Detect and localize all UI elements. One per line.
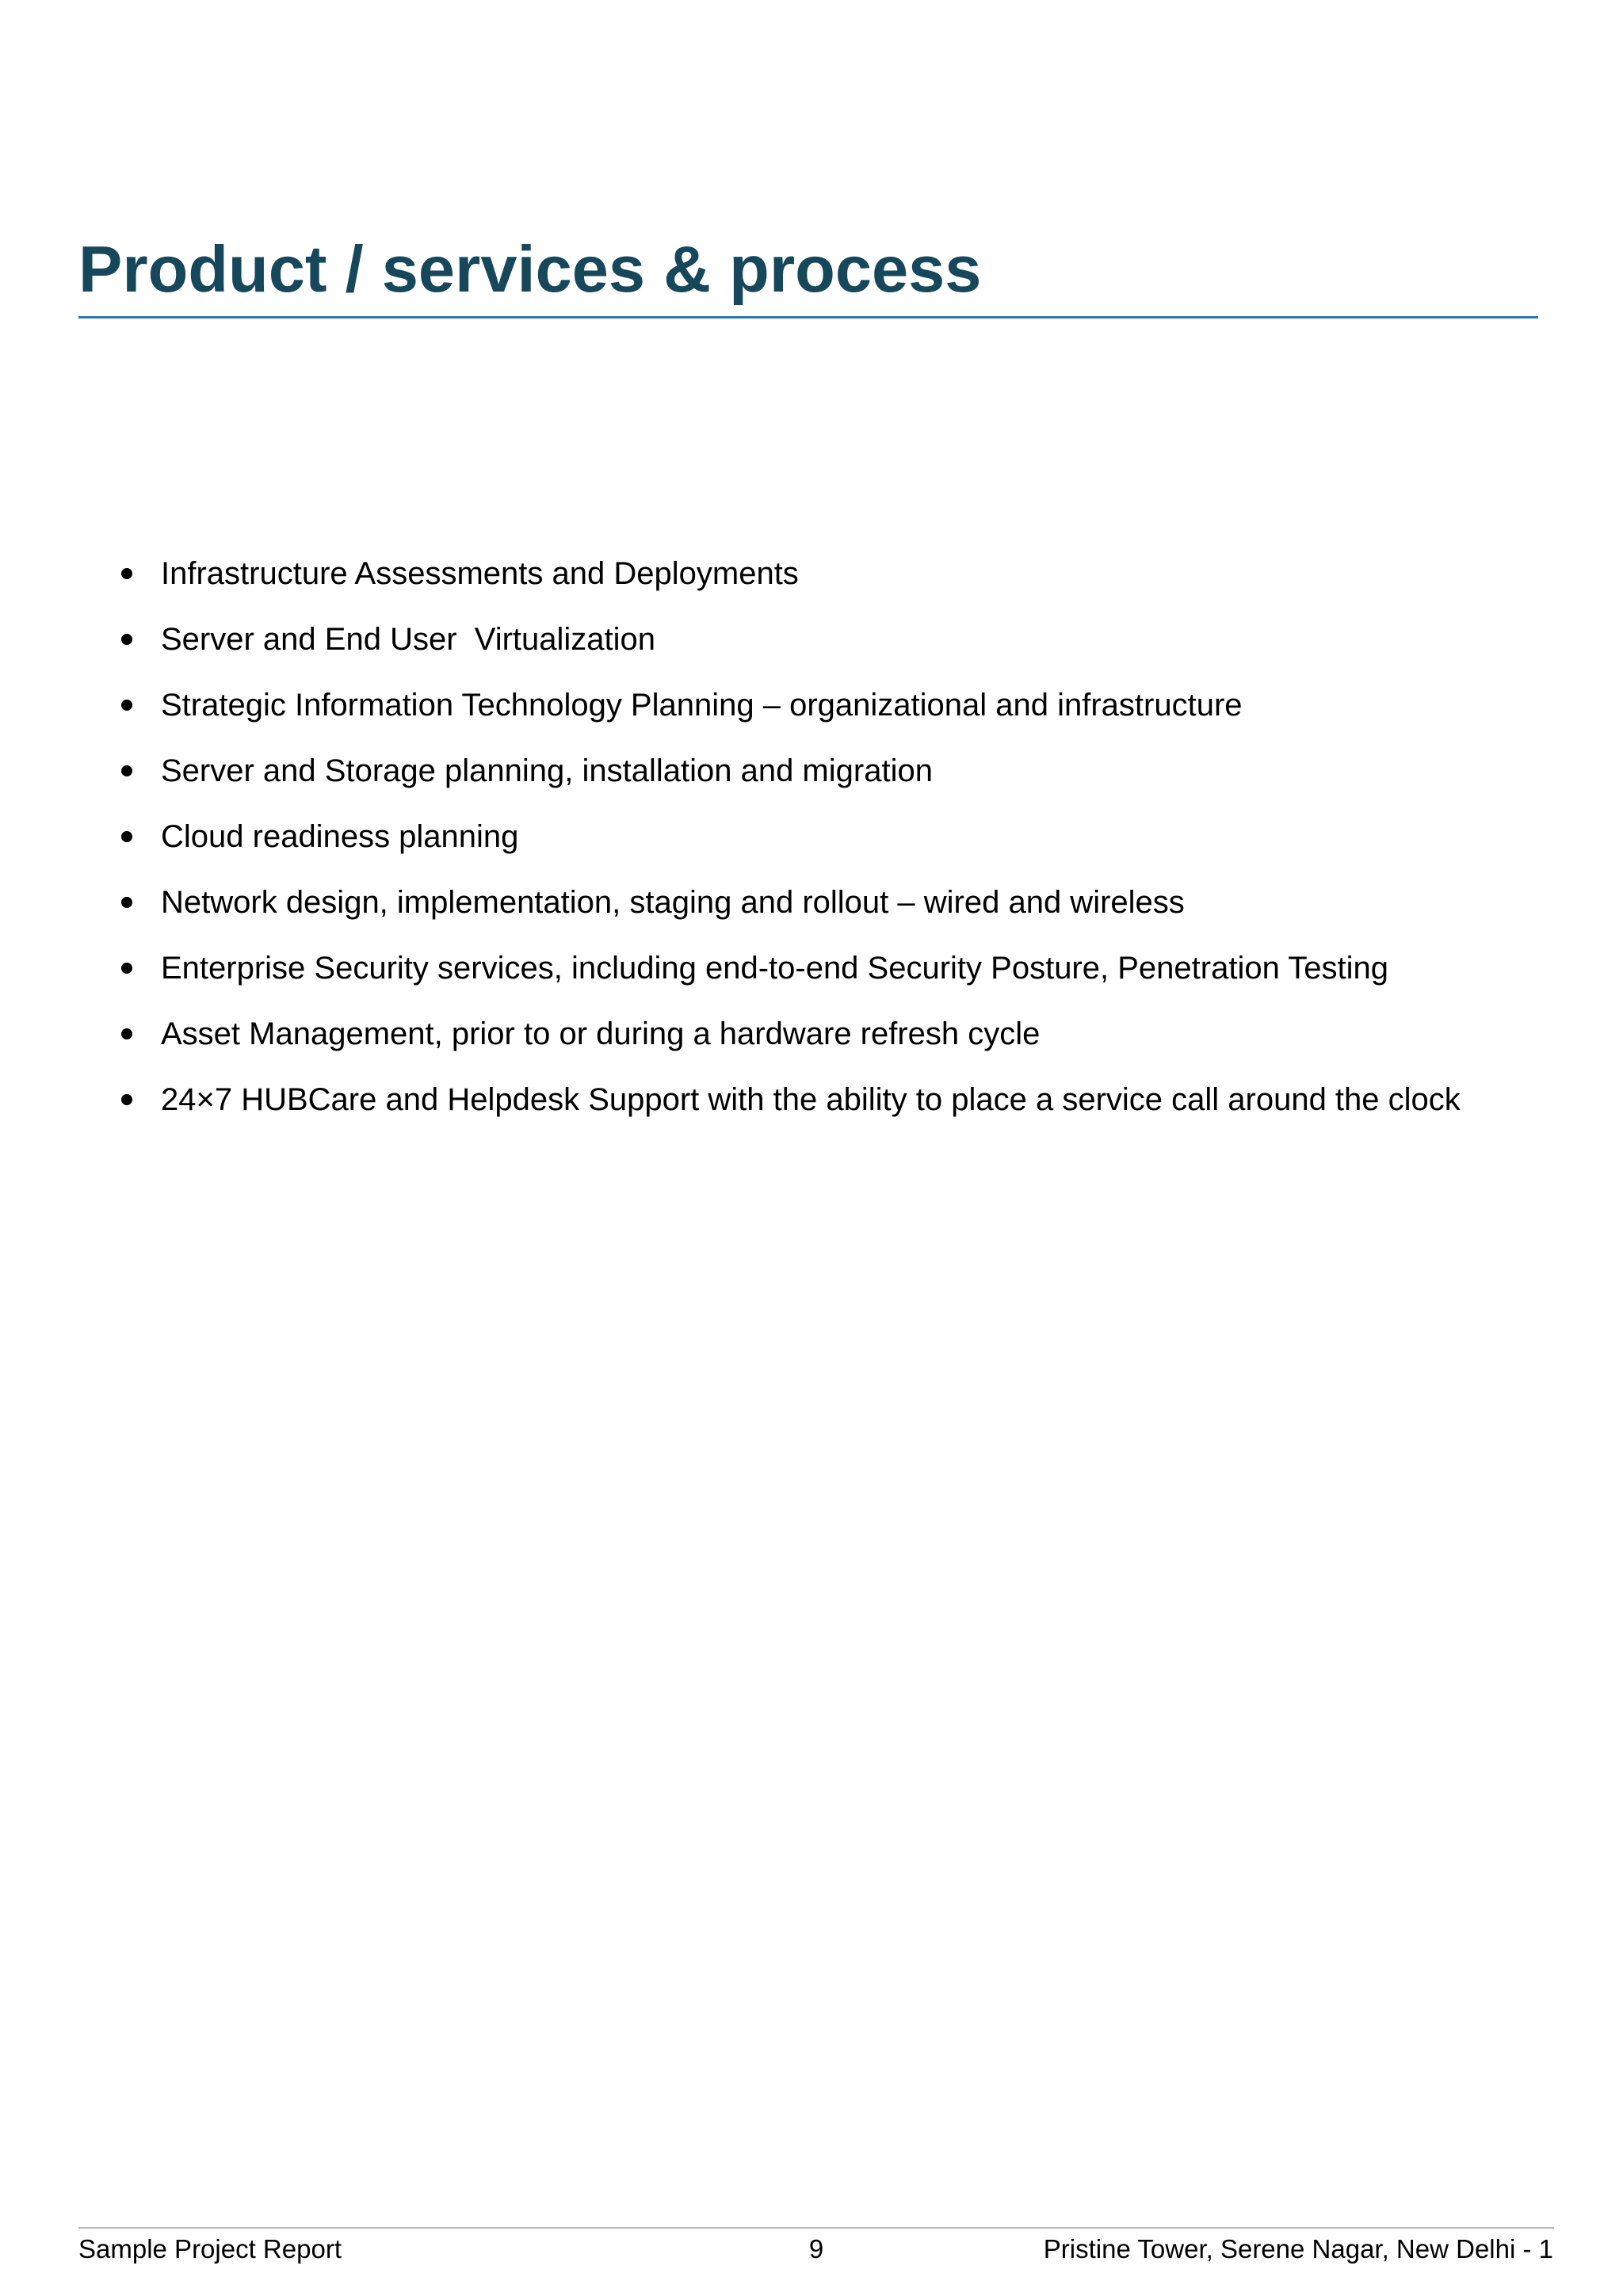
bullet-icon [121, 765, 132, 776]
footer-divider [78, 2227, 1554, 2229]
list-item [121, 550, 1595, 597]
bullet-icon [121, 831, 132, 842]
bullet-text: Server and End User Virtualization [161, 622, 656, 657]
bullet-text: 24×7 HUBCare and Helpdesk Support with the ability to place a service call around the clock [161, 1082, 1461, 1117]
bullet-icon [121, 634, 132, 645]
bullet-text: Enterprise Security services, including end-to-end Security Posture, Penetration Testing [161, 951, 1388, 986]
footer-document-title: Sample Project Report [78, 2234, 342, 2264]
bullet-text: Strategic Information Technology Planning – organizational and infrastructure [161, 688, 1243, 723]
bullet-icon [121, 897, 132, 908]
footer-address: Pristine Tower, Serene Nagar, New Delhi - 1 [1043, 2234, 1553, 2264]
list-item [121, 944, 1595, 992]
bullet-text: Server and Storage planning, installation and migration [161, 753, 933, 788]
list-item [121, 681, 1595, 729]
list-item [121, 616, 1595, 663]
list-item [121, 747, 1595, 795]
bullet-icon [121, 1028, 132, 1039]
bullet-text: Asset Management, prior to or during a hardware refresh cycle [161, 1016, 1041, 1051]
list-item [121, 1076, 1595, 1123]
list-item [121, 1010, 1595, 1058]
bullet-icon [121, 1094, 132, 1105]
bullet-text: Infrastructure Assessments and Deployments [161, 556, 799, 591]
list-item [121, 879, 1595, 926]
bullet-text: Cloud readiness planning [161, 819, 519, 854]
bullet-icon [121, 700, 132, 711]
bullet-text: Network design, implementation, staging and rollout – wired and wireless [161, 885, 1185, 920]
bullet-icon [121, 963, 132, 974]
page-title: Product / services & process [78, 232, 982, 306]
bullet-icon [121, 568, 132, 579]
footer-page-number: 9 [808, 2234, 824, 2264]
list-item [121, 813, 1595, 860]
title-underline [78, 316, 1538, 318]
